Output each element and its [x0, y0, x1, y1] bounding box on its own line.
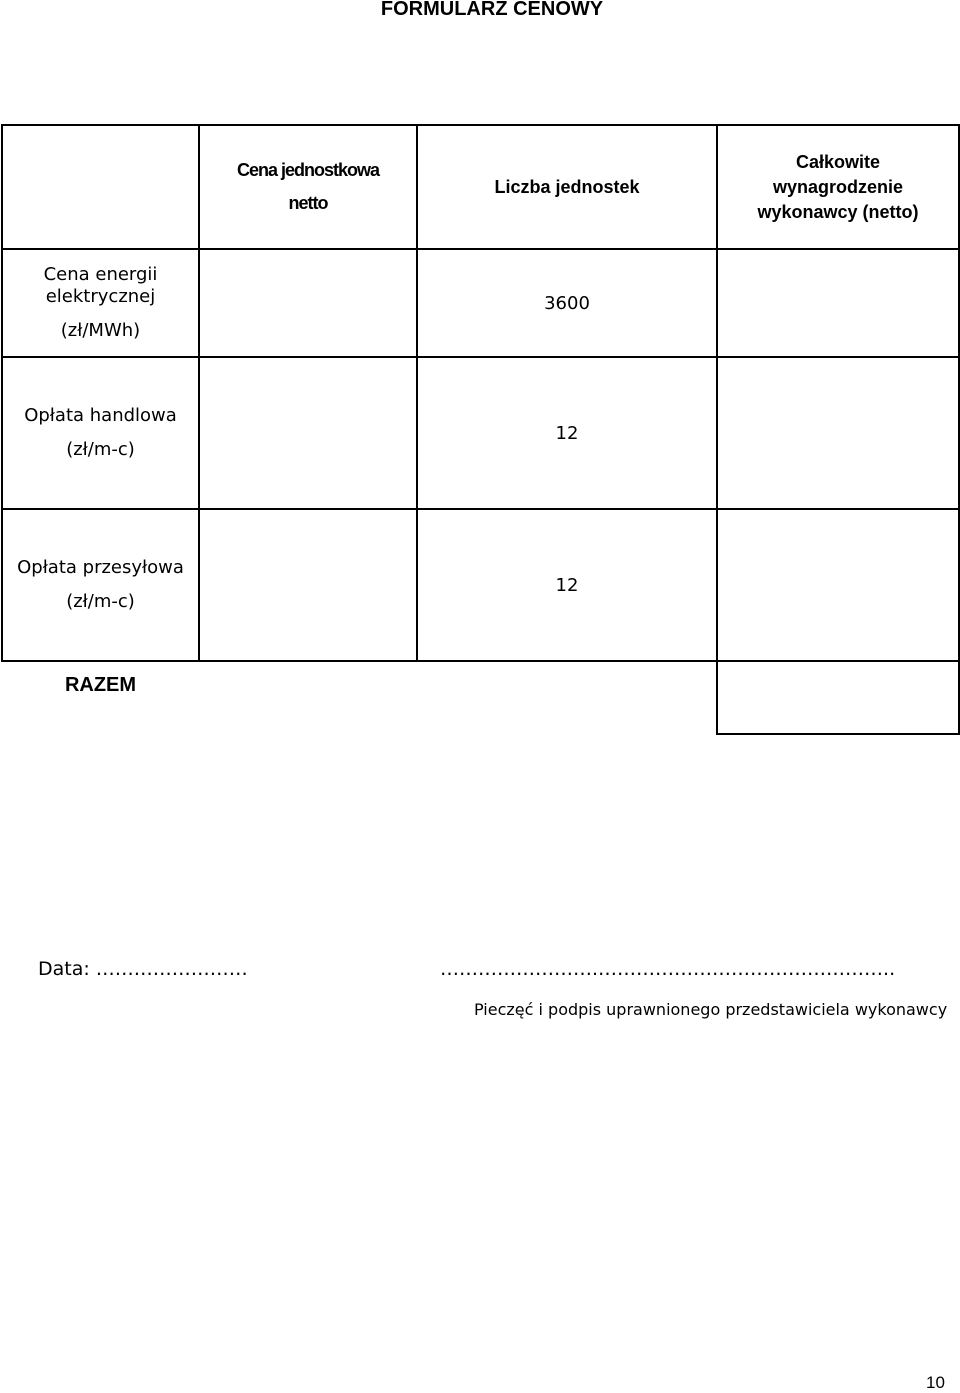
total-cell-energy: [717, 249, 959, 357]
quantity-cell-transmission: [417, 509, 717, 661]
quantity-cell-energy: [417, 249, 717, 357]
total-cell-trade: [717, 357, 959, 509]
unit-price-cell-transmission: [199, 509, 417, 661]
row-label-line: Cena energii: [43, 264, 158, 285]
header-quantity-label: Liczba jednostek: [494, 176, 640, 197]
signature-line: …………………….………………………………………..: [440, 958, 896, 980]
total-label: RAZEM: [64, 674, 137, 696]
total-row: [2, 661, 959, 734]
unit-price-cell-trade: [199, 357, 417, 509]
table-row: [2, 509, 959, 661]
total-sum-cell: [717, 661, 959, 734]
table-row: [2, 357, 959, 509]
row-label-line: Opłata handlowa: [24, 405, 177, 426]
row-label-line: elektrycznej: [45, 286, 156, 307]
header-total-line1: Całkowite: [795, 151, 881, 172]
quantity-value: 3600: [544, 292, 590, 314]
header-total-line3: wykonawcy (netto): [757, 201, 919, 222]
header-total-line2: wynagrodzenie: [772, 176, 904, 197]
page-title: FORMULARZ CENOWY: [380, 0, 604, 20]
row-unit: (zł/MWh): [60, 320, 141, 341]
row-unit: (zł/m-c): [66, 439, 135, 460]
header-unit-price-line2: netto: [288, 193, 328, 213]
quantity-value: 12: [555, 574, 579, 596]
table-row: [2, 249, 959, 357]
header-row: [2, 125, 959, 249]
quantity-value: 12: [555, 422, 579, 444]
total-cell-transmission: [717, 509, 959, 661]
header-total: [717, 125, 959, 249]
row-label-transmission-fee: [2, 509, 199, 661]
row-label-trade-fee: [2, 357, 199, 509]
signature-caption: Pieczęć i podpis uprawnionego przedstawiciela wykonawcy: [474, 1000, 948, 1019]
row-label-energy-price: [2, 249, 199, 357]
date-field: Data: ……………………: [38, 958, 248, 980]
page-number: 10: [926, 1373, 945, 1392]
quantity-cell-trade: [417, 357, 717, 509]
row-label-line: Opłata przesyłowa: [17, 557, 184, 578]
row-unit: (zł/m-c): [66, 591, 135, 612]
price-form-table: [1, 124, 960, 735]
header-quantity: [417, 125, 717, 249]
header-corner-cell: [2, 125, 199, 249]
header-unit-price: [199, 125, 417, 249]
header-unit-price-line1: Cena jednostkowa: [236, 160, 380, 180]
unit-price-cell-energy: [199, 249, 417, 357]
